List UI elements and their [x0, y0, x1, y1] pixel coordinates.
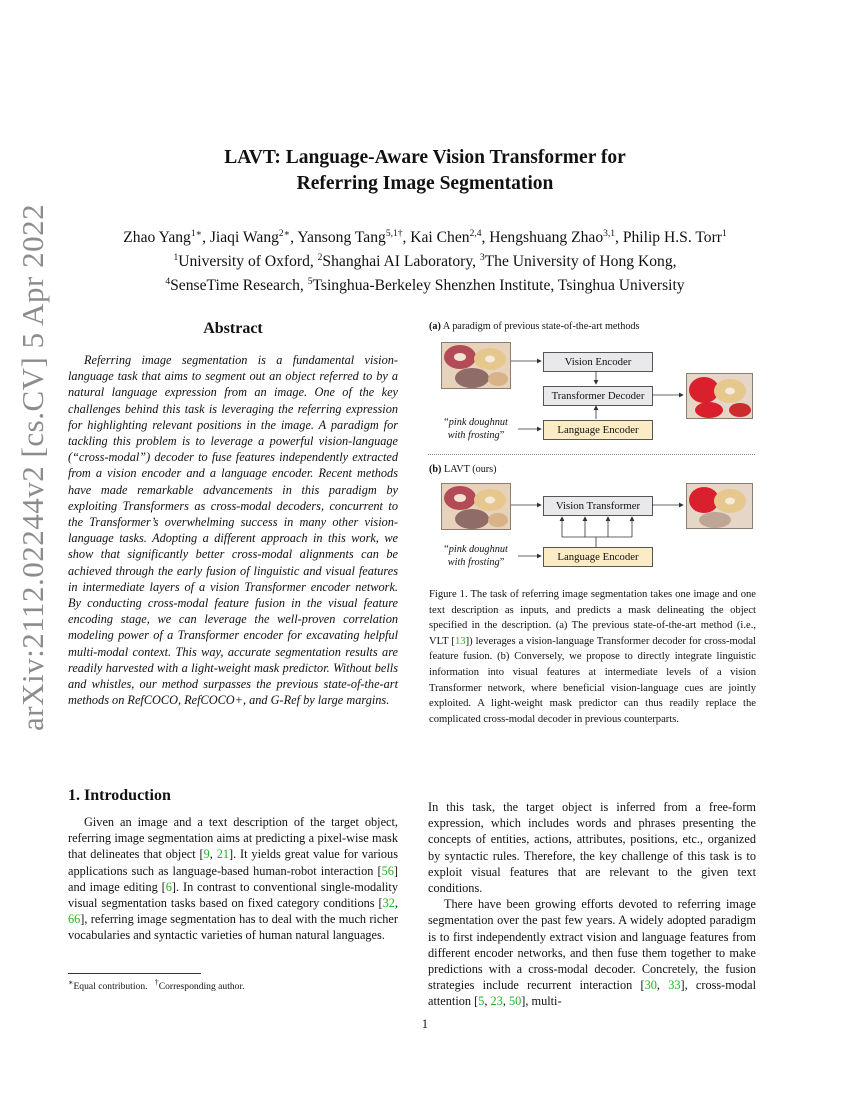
label-a-text: A paradigm of previous state-of-the-art methods — [440, 321, 640, 332]
affiliation-line-1 — [0, 248, 850, 272]
language-encoder-box-a: Language Encoder — [543, 420, 653, 440]
citation-link[interactable]: 6 — [165, 879, 172, 894]
citation-link[interactable]: 23 — [490, 994, 503, 1009]
author-name: Zhao Yang — [123, 229, 191, 247]
text-run: , — [394, 896, 398, 911]
author-affiliation-marker: 5,1† — [385, 229, 403, 239]
affiliation-marker: 4 — [165, 277, 171, 288]
author-affiliation-marker: 2,4 — [469, 229, 482, 239]
text-run: Given an image and a text description of the target object, referring image segmentation aims at predicting a pixel-wise mask that delineates that object [ — [68, 815, 398, 862]
affiliation-marker: 3 — [479, 253, 485, 264]
vision-encoder-box: Vision Encoder — [543, 352, 653, 372]
text-run: ], cross-modal attention [ — [428, 978, 756, 1009]
query-a-line-1: pink doughnut — [448, 417, 508, 428]
figure-a-arrows — [428, 330, 758, 450]
author-affiliation-marker: 1∗ — [190, 229, 203, 239]
affiliation-name: Tsinghua-Berkeley Shenzhen Institute, Tsinghua University — [312, 277, 685, 295]
affiliation-marker: 2 — [317, 253, 323, 264]
citation-link[interactable]: 32 — [382, 896, 395, 911]
language-encoder-box-b: Language Encoder — [543, 547, 653, 567]
footnote-rule — [68, 973, 201, 974]
figure-divider — [428, 454, 755, 455]
author-name: Jiaqi Wang — [209, 229, 279, 247]
text-run: , — [484, 994, 491, 1009]
text-run: , — [502, 994, 509, 1009]
affiliation-marker: 1 — [173, 253, 179, 264]
arxiv-identifier: arXiv:2112.02244v2 [cs.CV] 5 Apr 2022 — [15, 203, 50, 731]
author-affiliation-marker: 3,1 — [603, 229, 616, 239]
citation-link[interactable]: 13 — [454, 635, 466, 647]
affiliation-name: The University of Hong Kong, — [484, 253, 677, 271]
paper-title — [0, 145, 850, 197]
query-text-b: “pink doughnut with frosting” — [444, 544, 508, 568]
figure-caption — [429, 587, 756, 727]
query-a-line-2: with frosting — [447, 430, 500, 441]
citation-link[interactable]: 21 — [216, 847, 230, 862]
label-a-bold: (a) — [429, 321, 441, 332]
affiliation-name: University of Oxford, — [178, 253, 318, 271]
footnote: ∗Equal contribution. †Corresponding author. — [68, 978, 245, 993]
introduction-heading: 1. Introduction — [68, 787, 171, 804]
figure-b-arrows — [428, 470, 758, 580]
abstract-heading: Abstract — [203, 320, 263, 337]
intro-left-column — [68, 814, 398, 944]
text-run: ]. In contrast to conventional single-modality visual segmentation tasks based on fixed category conditions [ — [68, 879, 398, 911]
vision-transformer-box: Vision Transformer — [543, 496, 653, 516]
footnote-corresponding: Corresponding author. — [158, 981, 245, 993]
text-run: ]. It yields great value for various applications such as language-based human-robot interaction [ — [68, 847, 398, 878]
query-b-line-2: with frosting — [447, 557, 500, 568]
affiliation-name: Shanghai AI Laboratory, — [322, 253, 480, 271]
author-affiliation-marker: 1 — [721, 229, 727, 239]
footnote-equal: Equal contribution. — [73, 981, 148, 993]
intro-paragraph-2: In this task, the target object is inferred from a free-form expression, which includes words and phrases presenting the concepts of entities, actions, attributes, positions, etc., organized by syntactic rules. Therefore, the key challenge of this task is to exploit visual features that are relevant to the given text conditions. — [428, 800, 756, 896]
page-number: 1 — [421, 1017, 429, 1031]
affiliation-marker: 5 — [307, 277, 313, 288]
affiliation-name: SenseTime Research, — [170, 277, 308, 295]
text-run: , — [209, 847, 217, 862]
abstract-text: Referring image segmentation is a fundamental vision-language task that aims to segment out an object referred to by a natural language expression from an image. One of the key challenges behind this task is leveraging the referring expression for highlighting relevant positions in the image. A paradigm for tackling this problem is to leverage a powerful vision-language (“cross-modal”) decoder to fuse features independently extracted from a vision encoder and a language encoder. Recent methods have made remarkable advancements in this paradigm by exploiting Transformers as cross-modal decoders, concurrent to the Transformer’s overwhelming success in many other vision-language tasks. Adopting a different approach in this work, we show that significantly better cross-modal alignments can be achieved through the early fusion of linguistic and visual features in intermediate layers of a vision Transformer encoder network. By conducting cross-modal feature fusion in the visual feature encoding stage, we can leverage the well-proven correlation modeling power of a Transformer encoder for excavating helpful multi-modal context. This way, accurate segmentation results are readily harvested with a light-weight mask predictor. Without bells and whistles, our method surpasses the previous state-of-the-art methods on RefCOCO, RefCOCO+, and G-Ref by large margins. — [68, 353, 398, 708]
citation-link[interactable]: 50 — [508, 994, 522, 1009]
author-name: Kai Chen — [410, 229, 470, 247]
text-run: Figure 1. The task of referring image segmentation takes one image and one text description as inputs, and predicts a mask delineating the object specified in the description. (a) The previous state-of-the-art method (i.e., VLT [ — [429, 589, 756, 647]
citation-link[interactable]: 56 — [381, 863, 394, 878]
text-run: ], multi- — [521, 994, 562, 1009]
text-run: ]) leverages a vision-language Transformer decoder for cross-modal feature fusion. (b) Conversely, we propose to directly integrate linguistic information into visual features at intermediate levels of a vision Transformer network, where beneficial vision-language cues are jointly exploited. A light-weight mask predictor can thus readily replace the complicated cross-modal decoder in previous counterparts. — [429, 635, 757, 725]
text-run: ] and image editing [ — [68, 863, 398, 894]
author-name: Yansong Tang — [297, 229, 386, 247]
citation-link[interactable]: 5 — [478, 994, 485, 1009]
query-text-a: “pink doughnut with frosting” — [444, 417, 508, 441]
author-affiliation-marker: 2∗ — [278, 229, 291, 239]
title-line-1: LAVT: Language-Aware Vision Transformer for — [224, 147, 626, 168]
label-b-text: LAVT (ours) — [441, 464, 497, 475]
title-line-2: Referring Image Segmentation — [296, 173, 554, 194]
author-name: Hengshuang Zhao — [489, 229, 604, 247]
author-block — [0, 224, 850, 297]
text-run: , — [656, 978, 669, 993]
text-run: ], referring image segmentation has to deal with the much richer vocabularies and syntactic varieties of human natural languages. — [68, 912, 398, 943]
author-name: Philip H.S. Torr — [622, 229, 722, 247]
text-run: There have been growing efforts devoted to referring image segmentation over the past few years. A widely adopted paradigm is to first independently extract vision and language features from different encoder networks, and then fuse them together to make predictions with a cross-modal decoder. Concretely, the fusion strategies include recurrent interaction [ — [428, 897, 756, 993]
citation-link[interactable]: 9 — [203, 847, 210, 862]
citation-link[interactable]: 66 — [68, 912, 81, 927]
label-b-bold: (b) — [429, 464, 442, 475]
intro-paragraph-1 — [68, 814, 398, 944]
author-names: Zhao Yang$^{1∗}$, Jiaqi Wang$^{2∗}$, Yansong Tang$^{5,1\dagger}$, Kai Chen$^{2,4}$, Hengshuang Zhao$^{3,1}$, Philip H.S. Torr$^1$ — [123, 229, 727, 247]
affiliation-line-2 — [0, 272, 850, 296]
intro-right-column — [428, 799, 756, 1010]
intro-paragraph-3 — [428, 896, 756, 1009]
citation-link[interactable]: 30 — [644, 978, 657, 993]
query-b-line-1: pink doughnut — [448, 544, 508, 555]
transformer-decoder-box: Transformer Decoder — [543, 386, 653, 406]
citation-link[interactable]: 33 — [668, 978, 681, 993]
